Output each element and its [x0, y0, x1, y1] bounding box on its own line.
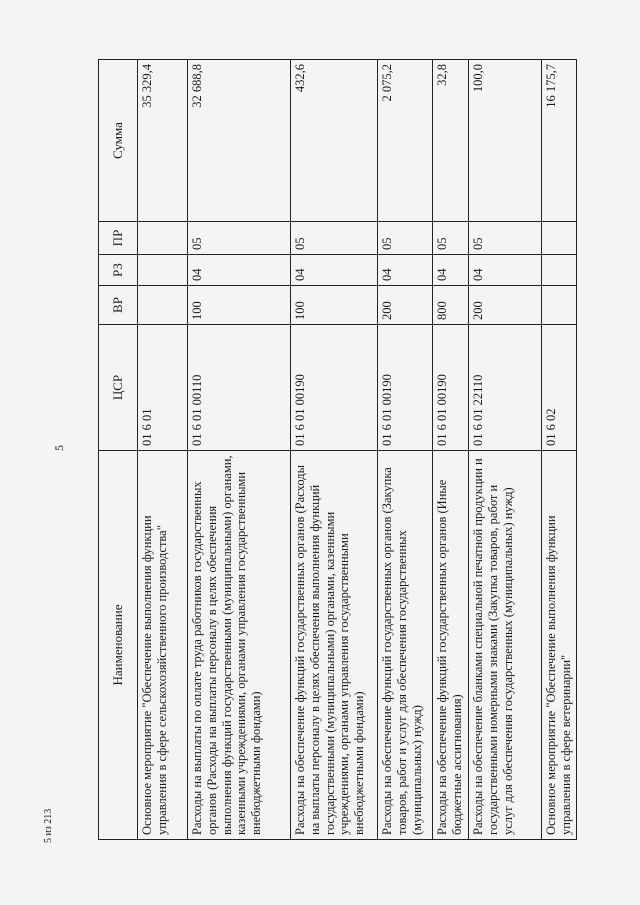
- cell-csr: 01 6 01 00190: [433, 325, 469, 451]
- budget-table: [98, 59, 577, 840]
- cell-sum: 32,8: [433, 60, 469, 222]
- cell-vr: 800: [433, 286, 469, 325]
- page-footer: 5 из 213: [43, 808, 54, 843]
- table-header-row: [99, 60, 138, 840]
- header-vr: ВР: [99, 286, 138, 325]
- table-row: [378, 60, 433, 840]
- cell-rz: [138, 255, 188, 286]
- cell-csr: 01 6 02: [542, 325, 577, 451]
- cell-vr: 100: [188, 286, 291, 325]
- cell-name: Расходы на обеспечение функций государственных органов (Расходы на выплаты персоналу в целях обеспечения выполнения функций государственными (муниципальными) органами, казенными учреждениями, органами управления государственными внебюджетными фондами): [291, 451, 378, 840]
- cell-pr: 05: [469, 222, 542, 255]
- table-row: [469, 60, 542, 840]
- cell-vr: [138, 286, 188, 325]
- cell-rz: [542, 255, 577, 286]
- header-sum: Сумма: [99, 60, 138, 222]
- cell-vr: 100: [291, 286, 378, 325]
- cell-sum: 100,0: [469, 60, 542, 222]
- cell-pr: 05: [378, 222, 433, 255]
- budget-table-container: [98, 60, 573, 840]
- cell-rz: 04: [469, 255, 542, 286]
- cell-name: Основное мероприятие "Обеспечение выполнения функции управления в сфере ветеринарии": [542, 451, 577, 840]
- cell-sum: 32 688,8: [188, 60, 291, 222]
- header-pr: ПР: [99, 222, 138, 255]
- cell-name: Расходы на обеспечение функций государственных органов (Закупка товаров, работ и услуг для обеспечения государственных (муниципальных) нужд): [378, 451, 433, 840]
- table-row: [188, 60, 291, 840]
- cell-csr: 01 6 01 00190: [378, 325, 433, 451]
- cell-pr: [542, 222, 577, 255]
- cell-csr: 01 6 01 00190: [291, 325, 378, 451]
- table-row: [138, 60, 188, 840]
- cell-pr: 05: [291, 222, 378, 255]
- header-csr: ЦСР: [99, 325, 138, 451]
- cell-sum: 16 175,7: [542, 60, 577, 222]
- page-number: 5: [52, 445, 66, 451]
- cell-sum: 35 329,4: [138, 60, 188, 222]
- header-name: Наименование: [99, 451, 138, 840]
- table-row: [433, 60, 469, 840]
- cell-vr: 200: [469, 286, 542, 325]
- cell-vr: [542, 286, 577, 325]
- cell-pr: 05: [188, 222, 291, 255]
- cell-vr: 200: [378, 286, 433, 325]
- cell-csr: 01 6 01 22110: [469, 325, 542, 451]
- header-rz: РЗ: [99, 255, 138, 286]
- cell-rz: 04: [291, 255, 378, 286]
- table-row: [291, 60, 378, 840]
- cell-csr: 01 6 01 00110: [188, 325, 291, 451]
- cell-sum: 2 075,2: [378, 60, 433, 222]
- cell-pr: 05: [433, 222, 469, 255]
- cell-rz: 04: [433, 255, 469, 286]
- cell-pr: [138, 222, 188, 255]
- cell-csr: 01 6 01: [138, 325, 188, 451]
- cell-name: Расходы на обеспечение бланками специальной печатной продукции и государственными номерными знаками (Закупка товаров, работ и услуг для обеспечения государственных (муниципальных) нужд): [469, 451, 542, 840]
- cell-name: Расходы на выплаты по оплате труда работников государственных органов (Расходы на выплаты персоналу в целях обеспечения выполнения функций государственными (муниципальными) органами, казенными учреждениями, органами управления государственными внебюджетными фондами): [188, 451, 291, 840]
- table-row: [542, 60, 577, 840]
- cell-name: Расходы на обеспечение функций государственных органов (Иные бюджетные ассигнования): [433, 451, 469, 840]
- cell-rz: 04: [188, 255, 291, 286]
- cell-sum: 432,6: [291, 60, 378, 222]
- cell-name: Основное мероприятие "Обеспечение выполнения функции управления в сфере сельскохозяйственного производства": [138, 451, 188, 840]
- cell-rz: 04: [378, 255, 433, 286]
